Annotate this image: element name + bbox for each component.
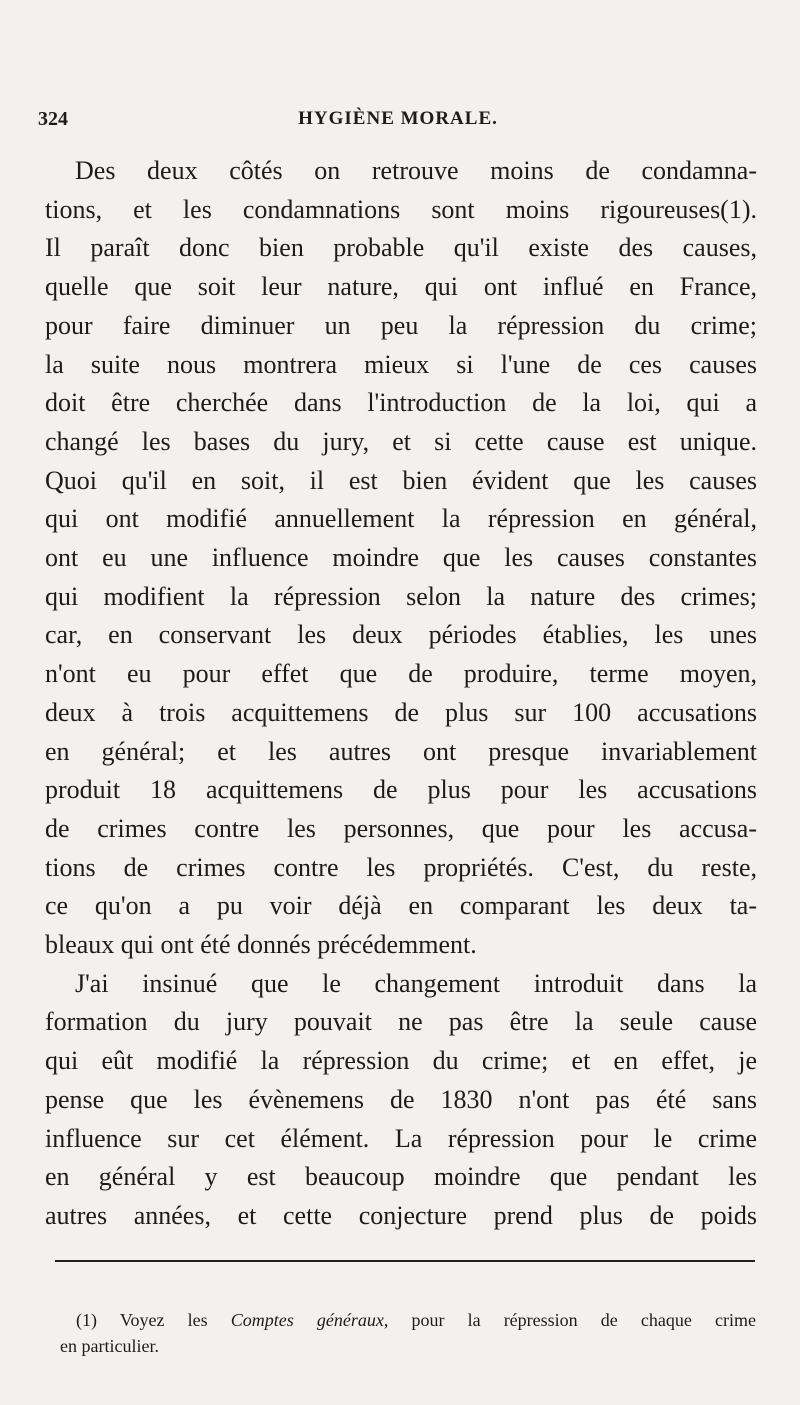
text-line: qui modifient la répression selon la nature des crimes; — [45, 581, 757, 611]
text-line: deux à trois acquittemens de plus sur 100 accusations — [45, 697, 757, 727]
text-line: tions, et les condamnations sont moins rigoureuses(1). — [45, 194, 757, 224]
text-line: J'ai insinué que le changement introduit dans la — [75, 968, 757, 998]
text-line: bleaux qui ont été donnés précédemment. — [45, 930, 477, 960]
text-line: doit être cherchée dans l'introduction de la loi, qui a — [45, 388, 757, 418]
text-line: en général y est beaucoup moindre que pendant les — [45, 1162, 757, 1192]
footnote-line — [60, 1307, 756, 1333]
footnote-marker: (1) — [76, 1310, 97, 1330]
text-line: tions de crimes contre les propriétés. C'est, du reste, — [45, 852, 757, 882]
text-line: en général; et les autres ont presque invariablement — [45, 736, 757, 766]
text-line: influence sur cet élément. La répression pour le crime — [45, 1123, 757, 1153]
text-line: de crimes contre les personnes, que pour les accusa- — [45, 813, 757, 843]
text-line: formation du jury pouvait ne pas être la seule cause — [45, 1007, 757, 1037]
text-line: Quoi qu'il en soit, il est bien évident que les causes — [45, 465, 757, 495]
footnote-text: , pour la répression de chaque crime — [383, 1310, 756, 1330]
text-line: ce qu'on a pu voir déjà en comparant les deux ta- — [45, 891, 757, 921]
running-title: HYGIÈNE MORALE. — [298, 108, 498, 129]
text-line: ont eu une influence moindre que les causes constantes — [45, 543, 757, 573]
text-line: Des deux côtés on retrouve moins de condamna- — [75, 156, 757, 185]
text-line: Il paraît donc bien probable qu'il existe des causes, — [45, 233, 757, 263]
text-line: quelle que soit leur nature, qui ont influé en France, — [45, 272, 757, 302]
page-number: 324 — [38, 108, 68, 130]
text-line: car, en conservant les deux périodes établies, les unes — [45, 620, 757, 650]
text-line: pense que les évènemens de 1830 n'ont pas été sans — [45, 1084, 757, 1114]
footnote-italic-title: Comptes généraux — [230, 1310, 384, 1330]
text-line: changé les bases du jury, et si cette cause est unique. — [45, 426, 757, 456]
footnote-line: en particulier. — [60, 1336, 159, 1356]
footnote-rule — [55, 1260, 755, 1262]
text-line: qui ont modifié annuellement la répression en général, — [45, 504, 757, 534]
footnote — [60, 1307, 756, 1359]
text-line: pour faire diminuer un peu la répression du crime; — [45, 310, 757, 340]
text-line: qui eût modifié la répression du crime; et en effet, je — [45, 1046, 757, 1076]
text-line: la suite nous montrera mieux si l'une de ces causes — [45, 349, 757, 379]
footnote-text: Voyez les — [119, 1310, 231, 1330]
text-line: n'ont eu pour effet que de produire, terme moyen, — [45, 659, 757, 689]
running-head — [38, 108, 758, 134]
text-line: produit 18 acquittemens de plus pour les accusations — [45, 775, 757, 805]
body-text — [45, 152, 757, 1236]
text-line: autres années, et cette conjecture prend plus de poids — [45, 1200, 757, 1230]
